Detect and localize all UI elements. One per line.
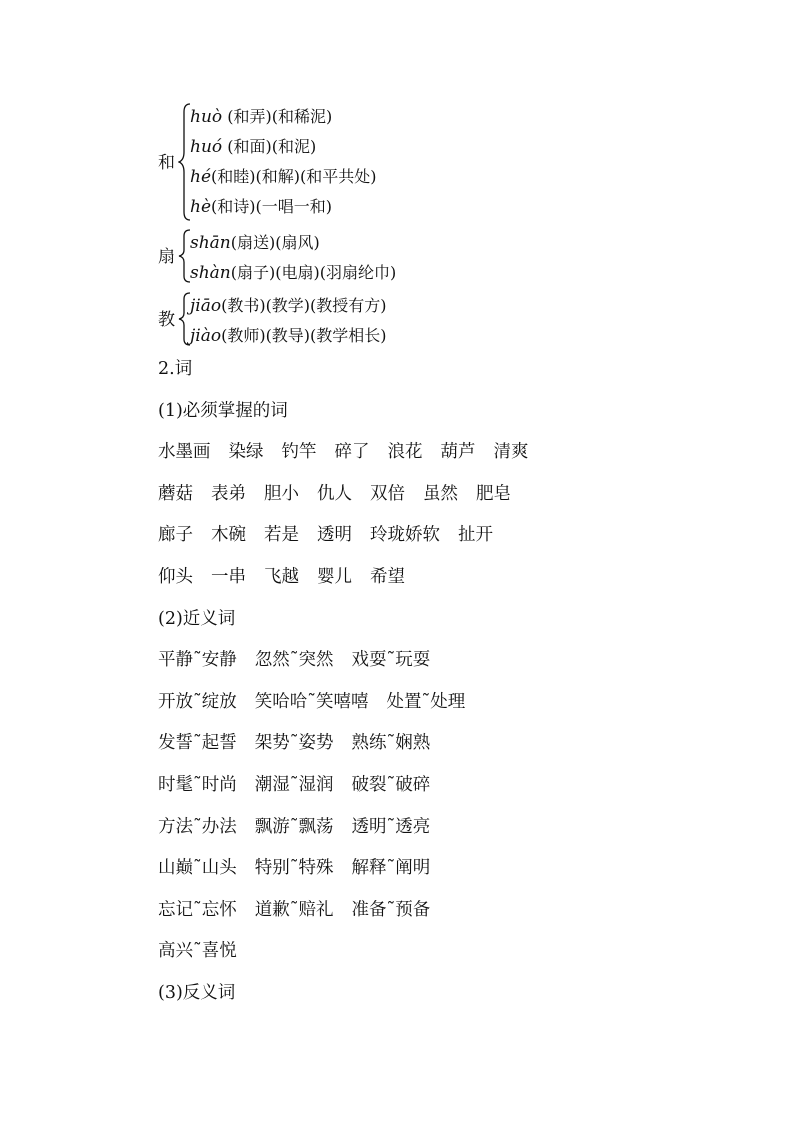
examples: (和睦)(和解)(和平共处): [211, 167, 377, 186]
synonym-pair: 解释˜阐明: [351, 858, 431, 878]
section-heading-words: 2.词: [158, 359, 193, 379]
synonym-pair: 戏耍˜玩耍: [351, 650, 431, 670]
word: 清爽: [493, 442, 529, 462]
synonym-row: [158, 854, 448, 879]
must-know-row: [158, 438, 547, 463]
synonym-pair: 忘记˜忘怀: [158, 900, 237, 920]
antonyms-heading: (3)反义词: [158, 983, 236, 1003]
word: 婴儿: [317, 567, 352, 587]
word: 染绿: [228, 442, 264, 462]
word: 虽然: [423, 484, 458, 504]
synonym-row: [158, 937, 255, 962]
must-know-row: [158, 563, 423, 588]
word: 胆小: [264, 484, 299, 504]
synonym-pair: 忽然˜突然: [254, 650, 334, 670]
synonym-row: [158, 813, 448, 838]
pinyin: shàn: [190, 263, 231, 283]
pinyin: hè: [190, 197, 212, 217]
pinyin: jiāo: [190, 296, 222, 316]
polyphone-char: 和: [158, 153, 175, 173]
pinyin: jiào: [190, 326, 222, 346]
pinyin: shān: [190, 233, 231, 253]
word: 碎了: [334, 442, 370, 462]
synonym-pair: 开放˜绽放: [158, 692, 237, 712]
word: 廊子: [158, 525, 193, 545]
synonym-row: [158, 729, 448, 754]
synonym-pair: 方法˜办法: [158, 817, 237, 837]
synonym-pair: 飘游˜飘荡: [254, 817, 334, 837]
word: 透明: [317, 525, 352, 545]
word: 水墨画: [158, 442, 211, 462]
word: 蘑菇: [158, 484, 193, 504]
examples: (教师)(教导)(教学相长): [221, 326, 387, 345]
synonym-pair: 破裂˜破碎: [351, 775, 431, 795]
synonym-pair: 平静˜安静: [158, 650, 237, 670]
polyphone-char: 扇: [158, 247, 175, 267]
word: 葫芦: [440, 442, 476, 462]
synonym-pair: 透明˜透亮: [351, 817, 431, 837]
word: 表弟: [211, 484, 246, 504]
examples: (教书)(教学)(教授有方): [221, 296, 387, 315]
synonym-pair: 道歉˜赔礼: [254, 900, 334, 920]
synonym-pair: 时髦˜时尚: [158, 775, 237, 795]
synonym-pair: 架势˜姿势: [254, 733, 334, 753]
must-know-row: [158, 521, 511, 546]
synonyms-heading: (2)近义词: [158, 609, 236, 629]
synonym-pair: 潮湿˜湿润: [254, 775, 334, 795]
word: 浪花: [387, 442, 423, 462]
synonym-pair: 熟练˜娴熟: [351, 733, 431, 753]
word: 肥皂: [476, 484, 511, 504]
must-know-row: [158, 480, 529, 505]
word: 仰头: [158, 567, 193, 587]
examples: (扇送)(扇风): [230, 233, 320, 252]
word: 飞越: [264, 567, 299, 587]
synonym-pair: 发誓˜起誓: [158, 733, 237, 753]
synonym-pair: 山巅˜山头: [158, 858, 237, 878]
word: 一串: [211, 567, 246, 587]
synonym-pair: 处置˜处理: [386, 692, 466, 712]
word: 仇人: [317, 484, 352, 504]
synonym-row: [158, 646, 448, 671]
examples: (和面)(和泥): [227, 137, 317, 156]
synonym-row: [158, 688, 483, 713]
must-know-heading: (1)必须掌握的词: [158, 401, 288, 421]
polyphone-char: 教: [158, 310, 175, 330]
pinyin: huò: [190, 107, 223, 127]
synonym-pair: 高兴˜喜悦: [158, 941, 237, 961]
word: 扯开: [458, 525, 493, 545]
word: 若是: [264, 525, 299, 545]
word: 木碗: [211, 525, 246, 545]
synonym-pair: 特别˜特殊: [254, 858, 334, 878]
pinyin: hé: [190, 167, 212, 187]
pinyin: huó: [190, 137, 223, 157]
word: 钓竿: [281, 442, 317, 462]
synonym-pair: 准备˜预备: [351, 900, 431, 920]
word: 双倍: [370, 484, 405, 504]
word: 希望: [370, 567, 405, 587]
synonym-row: [158, 896, 448, 921]
examples: (和弄)(和稀泥): [227, 107, 333, 126]
synonym-row: [158, 771, 448, 796]
word: 玲珑娇软: [370, 525, 440, 545]
examples: (扇子)(电扇)(羽扇纶巾): [230, 263, 397, 282]
examples: (和诗)(一唱一和): [211, 197, 332, 216]
synonym-pair: 笑哈哈˜笑嘻嘻: [254, 692, 369, 712]
